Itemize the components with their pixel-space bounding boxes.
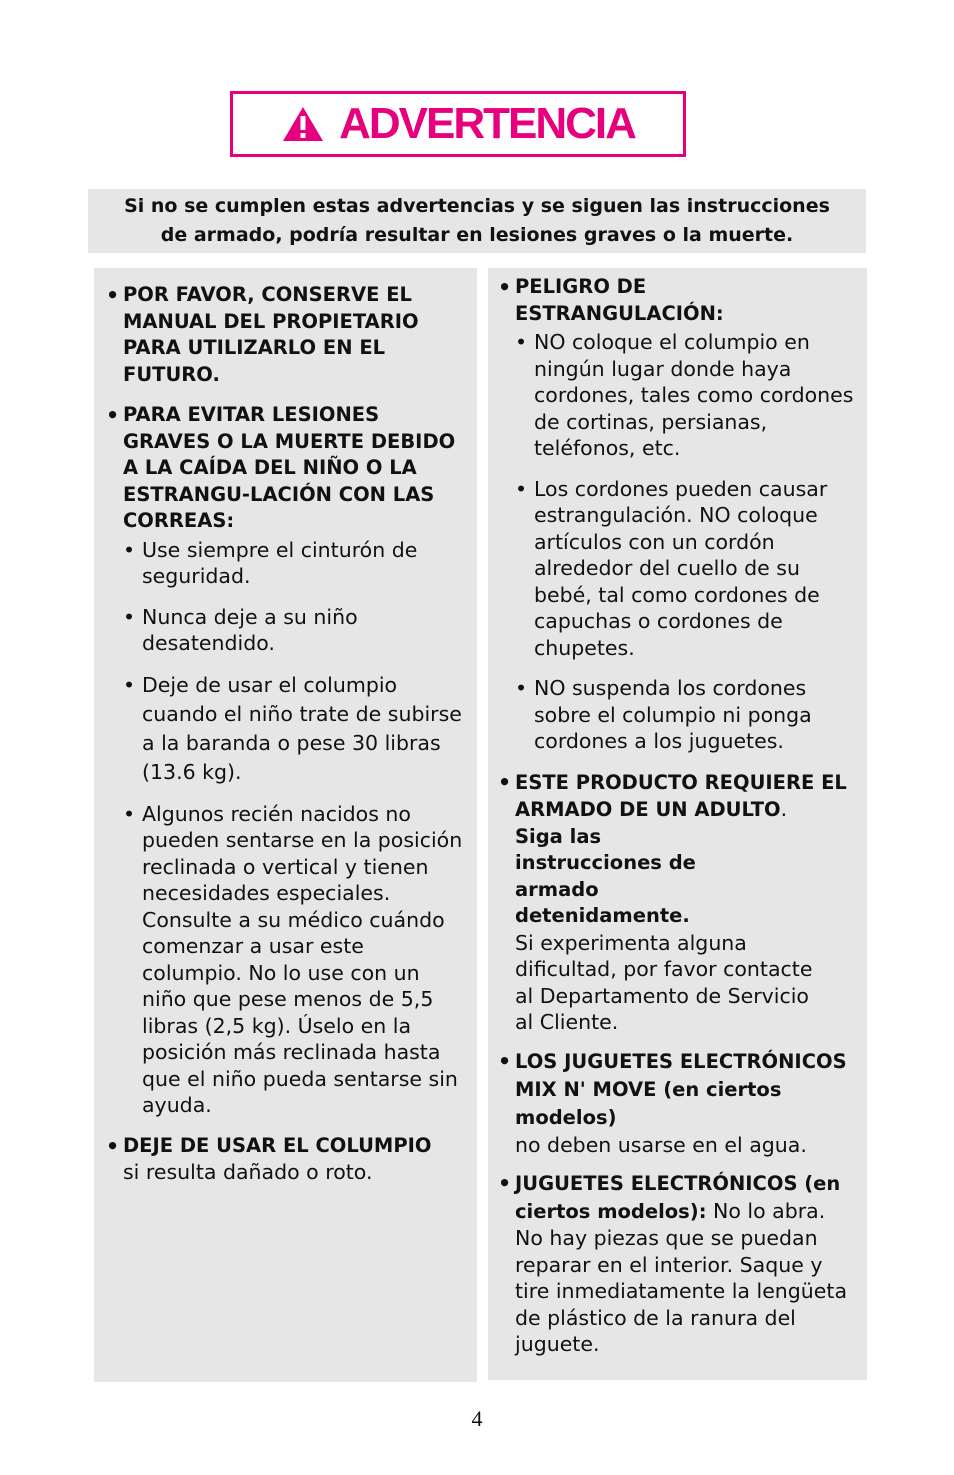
sub-text: Use siempre el cinturón de seguridad. <box>142 537 418 588</box>
sub-item <box>123 801 469 1119</box>
warning-item <box>106 1133 469 1186</box>
sub-item <box>123 604 469 657</box>
bullet: • <box>515 330 528 354</box>
warning-item <box>106 282 469 388</box>
left-column <box>94 268 477 1382</box>
item-body: no deben usarse en el agua. <box>515 1132 807 1157</box>
bullet: • <box>123 537 136 562</box>
warning-item <box>498 1170 859 1358</box>
banner-line: Si no se cumplen estas advertencias y se siguen las instrucciones <box>124 195 830 217</box>
bullet: • <box>498 1171 512 1195</box>
item-body: No lo abra. No hay piezas que se puedan reparar en el interior. Saque y tire inmediatamente la lengüeta de plástico de la ranura del juguete. <box>515 1198 848 1356</box>
item-heading: PARA EVITAR LESIONES GRAVES O LA MUERTE DEBIDO A LA CAÍDA DEL NIÑO O LA ESTRANGU-LACIÓN CON LAS CORREAS: <box>123 403 456 532</box>
sub-list <box>515 329 859 755</box>
banner-line: de armado, podría resultar en lesiones graves o la muerte. <box>160 224 794 246</box>
bullet: • <box>106 1133 120 1158</box>
bullet: • <box>515 676 528 700</box>
sub-item <box>515 476 859 662</box>
bullet: • <box>498 275 512 299</box>
bullet: • <box>106 283 120 307</box>
warning-item <box>498 274 859 755</box>
sub-item <box>515 675 859 755</box>
sub-text: Nunca deje a su niño desatendido. <box>142 604 358 655</box>
bullet: • <box>123 604 136 629</box>
warning-item <box>498 769 859 1036</box>
bullet: • <box>498 1048 512 1073</box>
bullet: • <box>123 801 136 826</box>
sub-list <box>123 537 469 1119</box>
bullet: • <box>106 403 120 427</box>
item-heading: LOS JUGUETES ELECTRÓNICOS MIX N' MOVE (en ciertos modelos) <box>515 1049 847 1129</box>
item-heading: PELIGRO DE ESTRANGULACIÓN: <box>515 275 724 325</box>
item-heading: POR FAVOR, CONSERVE EL MANUAL DEL PROPIETARIO PARA UTILIZARLO EN EL FUTURO. <box>123 283 419 386</box>
bullet: • <box>515 476 528 501</box>
item-body: Si experimenta alguna dificultad, por favor contacte al Departamento de Servicio al Cliente. <box>515 930 813 1034</box>
sub-text: Los cordones pueden causar estrangulación. NO coloque artículos con un cordón alrededor del cuello de su bebé, tal como cordones de capuchas o cordones de chupetes. <box>534 476 828 660</box>
sub-text: NO suspenda los cordones sobre el columpio ni ponga cordones a los juguetes. <box>534 676 812 753</box>
item-heading-continued: Siga las instrucciones de armado detenidamente. <box>515 824 696 927</box>
warning-title: ADVERTENCIA <box>339 99 635 148</box>
page-number: 4 <box>471 1406 483 1431</box>
item-heading: ESTE PRODUCTO REQUIERE EL ARMADO DE UN ADULTO <box>515 770 847 821</box>
sub-text: NO coloque el columpio en ningún lugar donde haya cordones, tales como cordones de cortinas, persianas, teléfonos, etc. <box>534 330 854 460</box>
bullet: • <box>123 672 136 697</box>
warning-header-box <box>230 91 686 157</box>
warning-item <box>106 402 469 1119</box>
right-column <box>488 268 867 1380</box>
warning-banner <box>88 189 866 253</box>
item-heading: DEJE DE USAR EL COLUMPIO <box>123 1133 432 1157</box>
sub-item <box>123 537 469 590</box>
item-body: si resulta dañado o roto. <box>123 1160 373 1184</box>
warning-item <box>498 1048 859 1159</box>
sub-item <box>123 671 469 787</box>
sub-text: Deje de usar el columpio cuando el niño trate de subirse a la baranda o pese 30 libras (13.6 kg). <box>142 672 462 784</box>
sub-item <box>515 329 859 462</box>
warning-triangle-icon <box>281 105 325 143</box>
sub-text: Algunos recién nacidos no pueden sentarse en la posición reclinada o vertical y tienen necesidades especiales. Consulte a su médico cuándo comenzar a usar este columpio. No lo use con un niño que pese menos de 5,5 libras (2,5 kg). Úselo en la posición más reclinada hasta que el niño pueda sentarse sin ayuda. <box>142 801 463 1117</box>
item-heading: JUGUETES ELECTRÓNICOS (en ciertos modelos): <box>515 1172 841 1223</box>
bullet: • <box>498 769 512 794</box>
heading-period: . <box>780 797 788 821</box>
